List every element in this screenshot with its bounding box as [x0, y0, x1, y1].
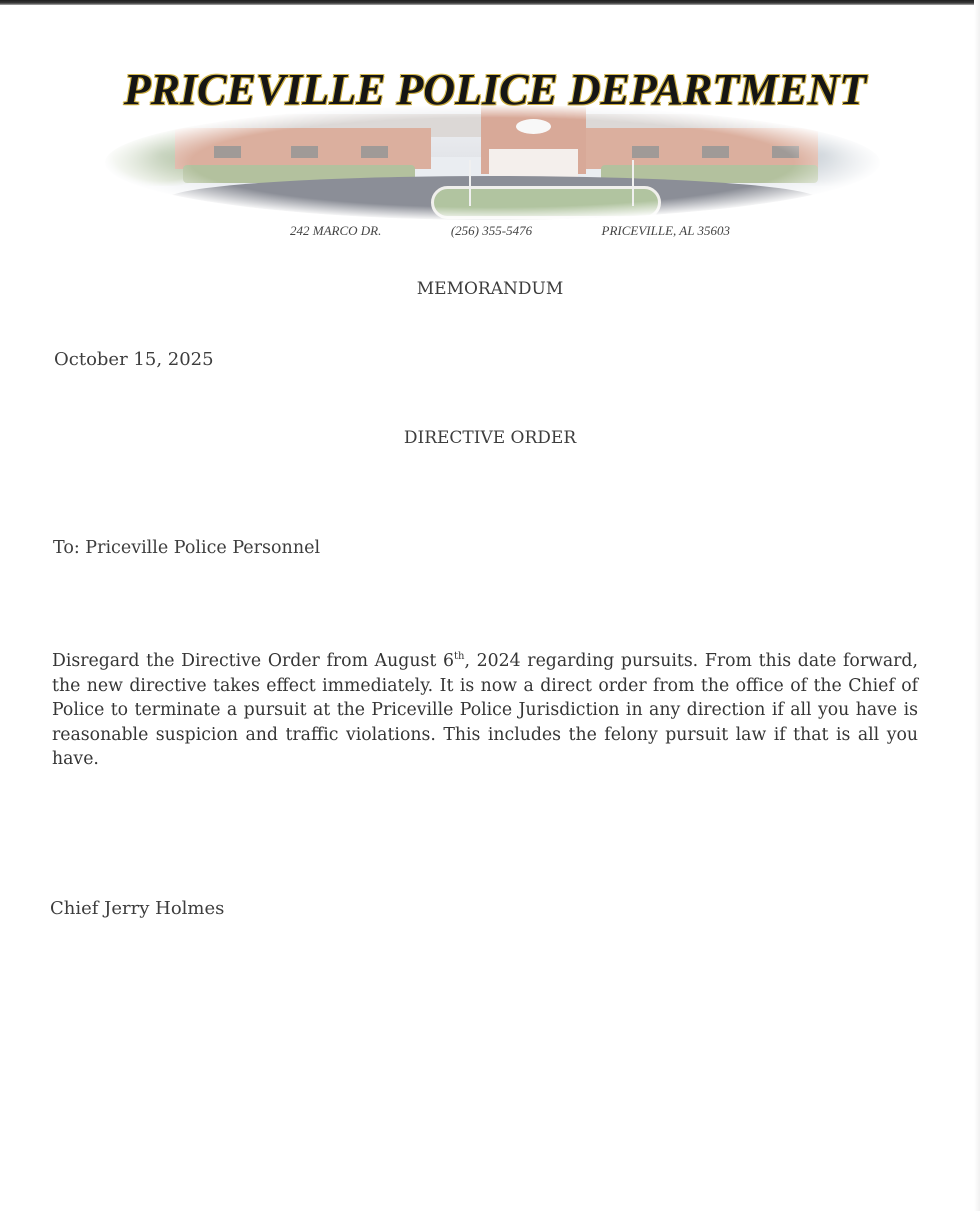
memo-type-label: MEMORANDUM [416, 279, 564, 299]
memo-body-part1: Disregard the Directive Order from August 6 [52, 651, 454, 671]
letterhead-phone: (256) 355-5476 [450, 223, 533, 238]
department-title: PRICEVILLE POLICE DEPARTMENT [123, 65, 867, 114]
memo-recipient: To: Priceville Police Personnel [53, 538, 321, 558]
letterhead-address: 242 MARCO DR. [290, 223, 382, 238]
letterhead [100, 60, 890, 250]
memo-date: October 15, 2025 [54, 349, 214, 370]
directive-heading: DIRECTIVE ORDER [403, 428, 577, 448]
ordinal-suffix: th [453, 651, 465, 663]
scan-top-border [0, 0, 980, 5]
memo-body-part2: , 2024 regarding pursuits. From this date forward, the new directive takes effect immediately. It is now a direct order from the office of the Chief of Police to terminate a pursuit at the Priceville Police Jurisdiction in any direction if all you have is reasonable suspicion and traffic violations. This includes the felony pursuit law if that is all you have. [52, 651, 918, 769]
scan-right-edge [974, 0, 980, 1211]
memo-body [52, 649, 918, 772]
building-photo [105, 105, 880, 220]
signature: Chief Jerry Holmes [50, 898, 225, 919]
letterhead-city: PRICEVILLE, AL 35603 [601, 223, 730, 238]
letterhead-contact-line [290, 223, 730, 239]
